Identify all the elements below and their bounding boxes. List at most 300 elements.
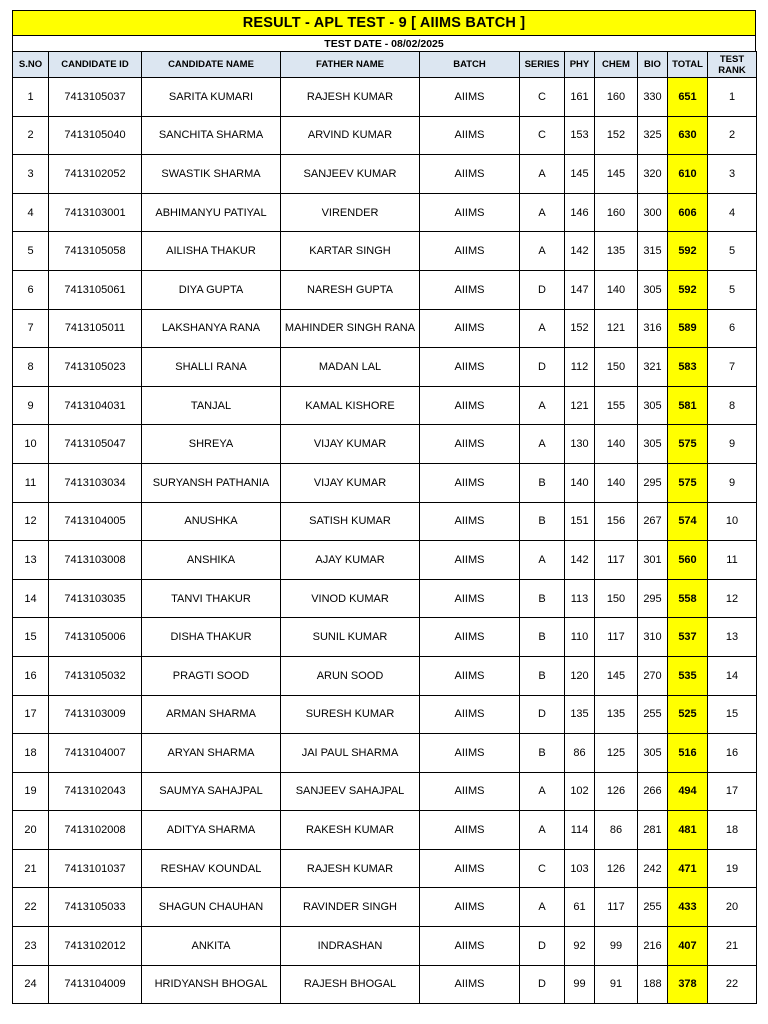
candidate-id-cell: 7413105033: [49, 888, 142, 927]
col-header-batch: BATCH: [420, 52, 520, 78]
table-row: [13, 927, 757, 966]
total-cell: 481: [668, 811, 708, 850]
sno-cell: 12: [13, 502, 49, 541]
total-cell: 407: [668, 927, 708, 966]
sno-cell: 18: [13, 734, 49, 773]
chem-cell: 150: [595, 579, 638, 618]
batch-cell: AIIMS: [420, 618, 520, 657]
phy-cell: 161: [565, 78, 595, 117]
table-row: [13, 386, 757, 425]
series-cell: A: [520, 193, 565, 232]
table-row: [13, 270, 757, 309]
father-name-cell: INDRASHAN: [281, 927, 420, 966]
table-row: [13, 502, 757, 541]
father-name-cell: KAMAL KISHORE: [281, 386, 420, 425]
chem-cell: 117: [595, 541, 638, 580]
total-cell: 651: [668, 78, 708, 117]
chem-cell: 140: [595, 425, 638, 464]
candidate-id-cell: 7413105032: [49, 656, 142, 695]
series-cell: A: [520, 811, 565, 850]
candidate-id-cell: 7413104009: [49, 965, 142, 1004]
chem-cell: 91: [595, 965, 638, 1004]
father-name-cell: VINOD KUMAR: [281, 579, 420, 618]
batch-cell: AIIMS: [420, 193, 520, 232]
batch-cell: AIIMS: [420, 772, 520, 811]
father-name-cell: SURESH KUMAR: [281, 695, 420, 734]
total-cell: 610: [668, 155, 708, 194]
candidate-name-cell: ANKITA: [142, 927, 281, 966]
test-rank-cell: 9: [708, 463, 757, 502]
test-rank-cell: 16: [708, 734, 757, 773]
total-cell: 537: [668, 618, 708, 657]
bio-cell: 188: [638, 965, 668, 1004]
test-rank-cell: 17: [708, 772, 757, 811]
col-header-bio: BIO: [638, 52, 668, 78]
chem-cell: 145: [595, 155, 638, 194]
table-row: [13, 772, 757, 811]
test-rank-cell: 18: [708, 811, 757, 850]
table-row: [13, 541, 757, 580]
batch-cell: AIIMS: [420, 927, 520, 966]
total-cell: 433: [668, 888, 708, 927]
col-header-total: TOTAL: [668, 52, 708, 78]
col-header-candidate-id: CANDIDATE ID: [49, 52, 142, 78]
test-rank-cell: 10: [708, 502, 757, 541]
sno-cell: 6: [13, 270, 49, 309]
bio-cell: 255: [638, 888, 668, 927]
bio-cell: 310: [638, 618, 668, 657]
bio-cell: 295: [638, 579, 668, 618]
candidate-name-cell: SAUMYA SAHAJPAL: [142, 772, 281, 811]
phy-cell: 61: [565, 888, 595, 927]
candidate-name-cell: RESHAV KOUNDAL: [142, 849, 281, 888]
candidate-name-cell: ABHIMANYU PATIYAL: [142, 193, 281, 232]
phy-cell: 102: [565, 772, 595, 811]
chem-cell: 126: [595, 849, 638, 888]
bio-cell: 266: [638, 772, 668, 811]
bio-cell: 330: [638, 78, 668, 117]
sno-cell: 9: [13, 386, 49, 425]
batch-cell: AIIMS: [420, 309, 520, 348]
series-cell: B: [520, 463, 565, 502]
father-name-cell: RAVINDER SINGH: [281, 888, 420, 927]
test-rank-cell: 5: [708, 232, 757, 271]
sno-cell: 1: [13, 78, 49, 117]
sno-cell: 19: [13, 772, 49, 811]
candidate-name-cell: SARITA KUMARI: [142, 78, 281, 117]
phy-cell: 142: [565, 541, 595, 580]
batch-cell: AIIMS: [420, 579, 520, 618]
chem-cell: 155: [595, 386, 638, 425]
father-name-cell: SANJEEV SAHAJPAL: [281, 772, 420, 811]
father-name-cell: JAI PAUL SHARMA: [281, 734, 420, 773]
father-name-cell: MAHINDER SINGH RANA: [281, 309, 420, 348]
phy-cell: 110: [565, 618, 595, 657]
batch-cell: AIIMS: [420, 888, 520, 927]
batch-cell: AIIMS: [420, 849, 520, 888]
total-cell: 378: [668, 965, 708, 1004]
series-cell: B: [520, 734, 565, 773]
batch-cell: AIIMS: [420, 656, 520, 695]
batch-cell: AIIMS: [420, 155, 520, 194]
series-cell: A: [520, 541, 565, 580]
test-rank-cell: 20: [708, 888, 757, 927]
candidate-name-cell: ARMAN SHARMA: [142, 695, 281, 734]
sno-cell: 17: [13, 695, 49, 734]
phy-cell: 112: [565, 348, 595, 387]
sno-cell: 10: [13, 425, 49, 464]
candidate-id-cell: 7413102043: [49, 772, 142, 811]
phy-cell: 140: [565, 463, 595, 502]
candidate-id-cell: 7413105037: [49, 78, 142, 117]
table-row: [13, 695, 757, 734]
father-name-cell: VIRENDER: [281, 193, 420, 232]
total-cell: 592: [668, 270, 708, 309]
batch-cell: AIIMS: [420, 348, 520, 387]
bio-cell: 316: [638, 309, 668, 348]
test-rank-cell: 2: [708, 116, 757, 155]
test-date: TEST DATE - 08/02/2025: [12, 36, 756, 51]
chem-cell: 125: [595, 734, 638, 773]
candidate-id-cell: 7413105058: [49, 232, 142, 271]
test-rank-cell: 3: [708, 155, 757, 194]
father-name-cell: RAJESH KUMAR: [281, 849, 420, 888]
table-row: [13, 849, 757, 888]
chem-cell: 160: [595, 78, 638, 117]
bio-cell: 281: [638, 811, 668, 850]
candidate-id-cell: 7413102012: [49, 927, 142, 966]
test-rank-cell: 8: [708, 386, 757, 425]
series-cell: A: [520, 155, 565, 194]
table-row: [13, 811, 757, 850]
total-cell: 535: [668, 656, 708, 695]
father-name-cell: NARESH GUPTA: [281, 270, 420, 309]
test-rank-cell: 13: [708, 618, 757, 657]
chem-cell: 135: [595, 695, 638, 734]
chem-cell: 135: [595, 232, 638, 271]
total-cell: 525: [668, 695, 708, 734]
col-header-father-name: FATHER NAME: [281, 52, 420, 78]
father-name-cell: ARUN SOOD: [281, 656, 420, 695]
total-cell: 606: [668, 193, 708, 232]
bio-cell: 315: [638, 232, 668, 271]
test-rank-cell: 12: [708, 579, 757, 618]
table-row: [13, 656, 757, 695]
chem-cell: 160: [595, 193, 638, 232]
table-row: [13, 579, 757, 618]
chem-cell: 145: [595, 656, 638, 695]
table-row: [13, 425, 757, 464]
sno-cell: 2: [13, 116, 49, 155]
chem-cell: 117: [595, 888, 638, 927]
candidate-name-cell: SWASTIK SHARMA: [142, 155, 281, 194]
bio-cell: 301: [638, 541, 668, 580]
phy-cell: 86: [565, 734, 595, 773]
candidate-id-cell: 7413102052: [49, 155, 142, 194]
result-title: RESULT - APL TEST - 9 [ AIIMS BATCH ]: [12, 10, 756, 36]
phy-cell: 153: [565, 116, 595, 155]
batch-cell: AIIMS: [420, 695, 520, 734]
bio-cell: 300: [638, 193, 668, 232]
table-row: [13, 965, 757, 1004]
series-cell: C: [520, 78, 565, 117]
phy-cell: 145: [565, 155, 595, 194]
phy-cell: 142: [565, 232, 595, 271]
series-cell: A: [520, 386, 565, 425]
batch-cell: AIIMS: [420, 78, 520, 117]
table-row: [13, 155, 757, 194]
test-rank-cell: 15: [708, 695, 757, 734]
father-name-cell: ARVIND KUMAR: [281, 116, 420, 155]
candidate-id-cell: 7413102008: [49, 811, 142, 850]
batch-cell: AIIMS: [420, 965, 520, 1004]
series-cell: A: [520, 425, 565, 464]
candidate-id-cell: 7413103009: [49, 695, 142, 734]
father-name-cell: RAKESH KUMAR: [281, 811, 420, 850]
col-header-series: SERIES: [520, 52, 565, 78]
candidate-name-cell: SANCHITA SHARMA: [142, 116, 281, 155]
table-row: [13, 734, 757, 773]
father-name-cell: AJAY KUMAR: [281, 541, 420, 580]
candidate-name-cell: PRAGTI SOOD: [142, 656, 281, 695]
result-table-body: [13, 78, 757, 1004]
batch-cell: AIIMS: [420, 734, 520, 773]
chem-cell: 117: [595, 618, 638, 657]
total-cell: 630: [668, 116, 708, 155]
bio-cell: 321: [638, 348, 668, 387]
sno-cell: 13: [13, 541, 49, 580]
test-rank-cell: 11: [708, 541, 757, 580]
candidate-id-cell: 7413104005: [49, 502, 142, 541]
chem-cell: 126: [595, 772, 638, 811]
sno-cell: 7: [13, 309, 49, 348]
father-name-cell: KARTAR SINGH: [281, 232, 420, 271]
bio-cell: 242: [638, 849, 668, 888]
series-cell: D: [520, 965, 565, 1004]
series-cell: A: [520, 772, 565, 811]
bio-cell: 270: [638, 656, 668, 695]
candidate-name-cell: AILISHA THAKUR: [142, 232, 281, 271]
bio-cell: 267: [638, 502, 668, 541]
phy-cell: 113: [565, 579, 595, 618]
series-cell: D: [520, 270, 565, 309]
sno-cell: 5: [13, 232, 49, 271]
father-name-cell: VIJAY KUMAR: [281, 463, 420, 502]
sno-cell: 22: [13, 888, 49, 927]
candidate-id-cell: 7413105023: [49, 348, 142, 387]
candidate-id-cell: 7413105061: [49, 270, 142, 309]
sno-cell: 21: [13, 849, 49, 888]
candidate-name-cell: SHALLI RANA: [142, 348, 281, 387]
candidate-name-cell: ARYAN SHARMA: [142, 734, 281, 773]
candidate-id-cell: 7413103035: [49, 579, 142, 618]
candidate-name-cell: DISHA THAKUR: [142, 618, 281, 657]
chem-cell: 156: [595, 502, 638, 541]
father-name-cell: RAJESH KUMAR: [281, 78, 420, 117]
table-row: [13, 78, 757, 117]
phy-cell: 151: [565, 502, 595, 541]
candidate-id-cell: 7413105006: [49, 618, 142, 657]
sno-cell: 4: [13, 193, 49, 232]
bio-cell: 320: [638, 155, 668, 194]
sno-cell: 14: [13, 579, 49, 618]
test-rank-cell: 6: [708, 309, 757, 348]
candidate-name-cell: SHREYA: [142, 425, 281, 464]
candidate-id-cell: 7413104031: [49, 386, 142, 425]
candidate-name-cell: DIYA GUPTA: [142, 270, 281, 309]
chem-cell: 121: [595, 309, 638, 348]
chem-cell: 152: [595, 116, 638, 155]
candidate-id-cell: 7413103008: [49, 541, 142, 580]
table-row: [13, 463, 757, 502]
phy-cell: 146: [565, 193, 595, 232]
test-rank-cell: 4: [708, 193, 757, 232]
test-rank-cell: 14: [708, 656, 757, 695]
bio-cell: 255: [638, 695, 668, 734]
sno-cell: 20: [13, 811, 49, 850]
batch-cell: AIIMS: [420, 502, 520, 541]
test-rank-cell: 21: [708, 927, 757, 966]
phy-cell: 152: [565, 309, 595, 348]
series-cell: C: [520, 849, 565, 888]
test-rank-cell: 5: [708, 270, 757, 309]
series-cell: D: [520, 695, 565, 734]
father-name-cell: SATISH KUMAR: [281, 502, 420, 541]
total-cell: 592: [668, 232, 708, 271]
series-cell: C: [520, 116, 565, 155]
total-cell: 471: [668, 849, 708, 888]
series-cell: A: [520, 309, 565, 348]
candidate-name-cell: HRIDYANSH BHOGAL: [142, 965, 281, 1004]
result-table: [12, 51, 757, 1004]
candidate-id-cell: 7413103001: [49, 193, 142, 232]
table-row: [13, 309, 757, 348]
candidate-name-cell: ANUSHKA: [142, 502, 281, 541]
phy-cell: 135: [565, 695, 595, 734]
chem-cell: 86: [595, 811, 638, 850]
total-cell: 583: [668, 348, 708, 387]
series-cell: D: [520, 348, 565, 387]
series-cell: A: [520, 232, 565, 271]
candidate-name-cell: TANJAL: [142, 386, 281, 425]
table-row: [13, 618, 757, 657]
phy-cell: 147: [565, 270, 595, 309]
result-sheet: [12, 10, 756, 1004]
bio-cell: 305: [638, 270, 668, 309]
sno-cell: 15: [13, 618, 49, 657]
phy-cell: 114: [565, 811, 595, 850]
table-row: [13, 116, 757, 155]
col-header-test-rank: TEST RANK: [708, 52, 757, 78]
candidate-name-cell: SHAGUN CHAUHAN: [142, 888, 281, 927]
total-cell: 494: [668, 772, 708, 811]
batch-cell: AIIMS: [420, 541, 520, 580]
batch-cell: AIIMS: [420, 811, 520, 850]
total-cell: 575: [668, 463, 708, 502]
candidate-id-cell: 7413101037: [49, 849, 142, 888]
candidate-name-cell: ADITYA SHARMA: [142, 811, 281, 850]
sno-cell: 24: [13, 965, 49, 1004]
total-cell: 516: [668, 734, 708, 773]
batch-cell: AIIMS: [420, 270, 520, 309]
table-row: [13, 193, 757, 232]
table-row: [13, 348, 757, 387]
batch-cell: AIIMS: [420, 463, 520, 502]
table-row: [13, 232, 757, 271]
col-header-chem: CHEM: [595, 52, 638, 78]
batch-cell: AIIMS: [420, 425, 520, 464]
father-name-cell: RAJESH BHOGAL: [281, 965, 420, 1004]
total-cell: 558: [668, 579, 708, 618]
test-rank-cell: 9: [708, 425, 757, 464]
bio-cell: 325: [638, 116, 668, 155]
candidate-name-cell: SURYANSH PATHANIA: [142, 463, 281, 502]
phy-cell: 103: [565, 849, 595, 888]
series-cell: B: [520, 656, 565, 695]
col-header-sno: S.NO: [13, 52, 49, 78]
total-cell: 589: [668, 309, 708, 348]
bio-cell: 305: [638, 386, 668, 425]
series-cell: B: [520, 502, 565, 541]
bio-cell: 295: [638, 463, 668, 502]
test-rank-cell: 19: [708, 849, 757, 888]
batch-cell: AIIMS: [420, 232, 520, 271]
chem-cell: 99: [595, 927, 638, 966]
sno-cell: 16: [13, 656, 49, 695]
father-name-cell: SANJEEV KUMAR: [281, 155, 420, 194]
test-rank-cell: 1: [708, 78, 757, 117]
bio-cell: 216: [638, 927, 668, 966]
batch-cell: AIIMS: [420, 116, 520, 155]
father-name-cell: SUNIL KUMAR: [281, 618, 420, 657]
phy-cell: 99: [565, 965, 595, 1004]
bio-cell: 305: [638, 425, 668, 464]
bio-cell: 305: [638, 734, 668, 773]
candidate-id-cell: 7413105011: [49, 309, 142, 348]
series-cell: A: [520, 888, 565, 927]
sno-cell: 8: [13, 348, 49, 387]
candidate-name-cell: LAKSHANYA RANA: [142, 309, 281, 348]
total-cell: 560: [668, 541, 708, 580]
series-cell: D: [520, 927, 565, 966]
father-name-cell: MADAN LAL: [281, 348, 420, 387]
phy-cell: 130: [565, 425, 595, 464]
father-name-cell: VIJAY KUMAR: [281, 425, 420, 464]
test-rank-cell: 22: [708, 965, 757, 1004]
series-cell: B: [520, 579, 565, 618]
phy-cell: 120: [565, 656, 595, 695]
chem-cell: 140: [595, 270, 638, 309]
candidate-id-cell: 7413104007: [49, 734, 142, 773]
sno-cell: 11: [13, 463, 49, 502]
col-header-phy: PHY: [565, 52, 595, 78]
phy-cell: 121: [565, 386, 595, 425]
series-cell: B: [520, 618, 565, 657]
candidate-id-cell: 7413105040: [49, 116, 142, 155]
chem-cell: 140: [595, 463, 638, 502]
table-row: [13, 888, 757, 927]
batch-cell: AIIMS: [420, 386, 520, 425]
candidate-name-cell: TANVI THAKUR: [142, 579, 281, 618]
total-cell: 575: [668, 425, 708, 464]
test-rank-cell: 7: [708, 348, 757, 387]
col-header-candidate-name: CANDIDATE NAME: [142, 52, 281, 78]
total-cell: 581: [668, 386, 708, 425]
phy-cell: 92: [565, 927, 595, 966]
total-cell: 574: [668, 502, 708, 541]
candidate-id-cell: 7413105047: [49, 425, 142, 464]
table-header-row: [13, 52, 757, 78]
